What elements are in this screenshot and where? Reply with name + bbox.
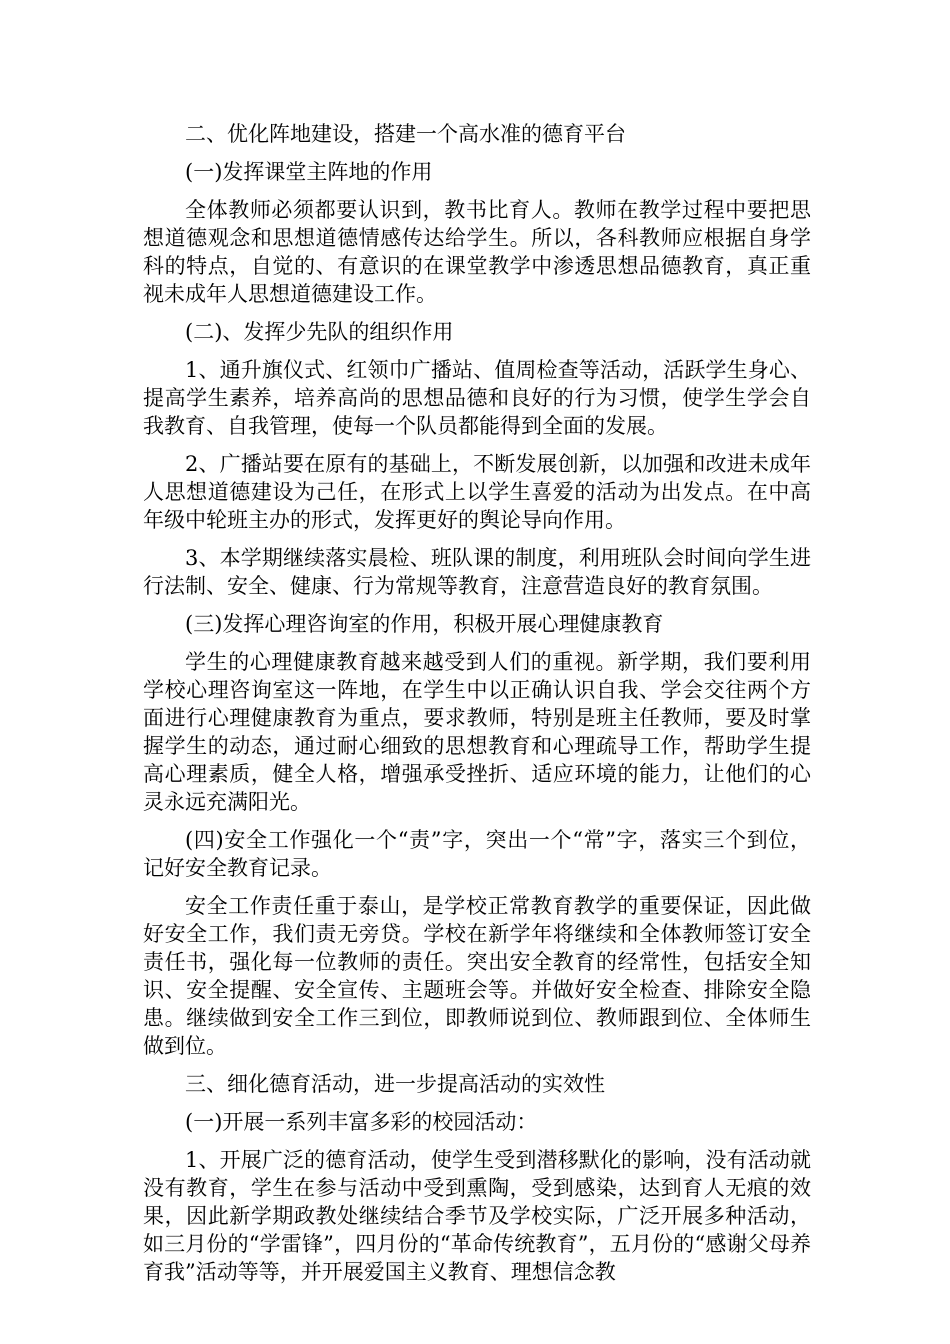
paragraph-safety: 安全工作责任重于泰山，是学校正常教育教学的重要保证，因此做好安全工作，我们责无旁贷。学校在新学年将继续和全体教师签订安全责任书，强化每一位教师的责任。突出安全教育的经常性，包括安全知识、安全提醒、安全宣传、主题班会等。并做好安全检查、排除安全隐患。继续做到安全工作三到位，即教师说到位、教师跟到位、全体师生做到位。 xyxy=(143,894,811,1058)
subheading-young-pioneers: (二)、发挥少先队的组织作用 xyxy=(185,320,454,344)
section-heading-2: 二、优化阵地建设，搭建一个高水准的德育平台 xyxy=(185,122,626,146)
paragraph-item-2: 2、广播站要在原有的基础上，不断发展创新，以加强和改进未成年人思想道德建设为己任，在形式上以学生喜爱的活动为出发点。在中高年级中轮班主办的形式，发挥更好的舆论导向作用。 xyxy=(143,452,811,532)
paragraph-item-1: 1、通升旗仪式、红领巾广播站、值周检查等活动，活跃学生身心、提高学生素养，培养高尚的思想品德和良好的行为习惯，使学生学会自我教育、自我管理，使每一个队员都能得到全面的发展。 xyxy=(143,358,811,438)
paragraph-item-3: 3、本学期继续落实晨检、班队课的制度，利用班队会时间向学生进行法制、安全、健康、行为常规等教育，注意营造良好的教育氛围。 xyxy=(143,546,811,598)
subheading-activities: (一)开展一系列丰富多彩的校园活动： xyxy=(185,1110,538,1134)
paragraph-activities-1: 1、开展广泛的德育活动，使学生受到潜移默化的影响，没有活动就没有教育，学生在参与活动中受到熏陶，受到感染，达到育人无痕的效果，因此新学期政教处继续结合季节及学校实际，广泛开展多种活动，如三月份的“学雷锋”，四月份的“革命传统教育”，五月份的“感谢父母养育我”活动等等，并开展爱国主义教育、理想信念教 xyxy=(143,1148,811,1284)
paragraph-classroom: 全体教师必须都要认识到，教书比育人。教师在教学过程中要把思想道德观念和思想道德情感传达给学生。所以，各科教师应根据自身学科的特点，自觉的、有意识的在课堂教学中渗透思想品德教育，真正重视未成年人思想道德建设工作。 xyxy=(143,198,811,306)
subheading-counseling: (三)发挥心理咨询室的作用，积极开展心理健康教育 xyxy=(185,612,664,636)
document-body xyxy=(143,120,811,1296)
subheading-safety: (四)安全工作强化一个“责”字，突出一个“常”字，落实三个到位，记好安全教育记录。 xyxy=(143,828,811,880)
paragraph-counseling: 学生的心理健康教育越来越受到人们的重视。新学期，我们要利用学校心理咨询室这一阵地，在学生中以正确认识自我、学会交往两个方面进行心理健康教育为重点，要求教师，特别是班主任教师，要及时掌握学生的动态，通过耐心细致的思想教育和心理疏导工作，帮助学生提高心理素质，健全人格，增强承受挫折、适应环境的能力，让他们的心灵永远充满阳光。 xyxy=(143,650,811,814)
subheading-classroom: (一)发挥课堂主阵地的作用 xyxy=(185,160,433,184)
section-heading-3: 三、细化德育活动，进一步提高活动的实效性 xyxy=(185,1072,605,1096)
